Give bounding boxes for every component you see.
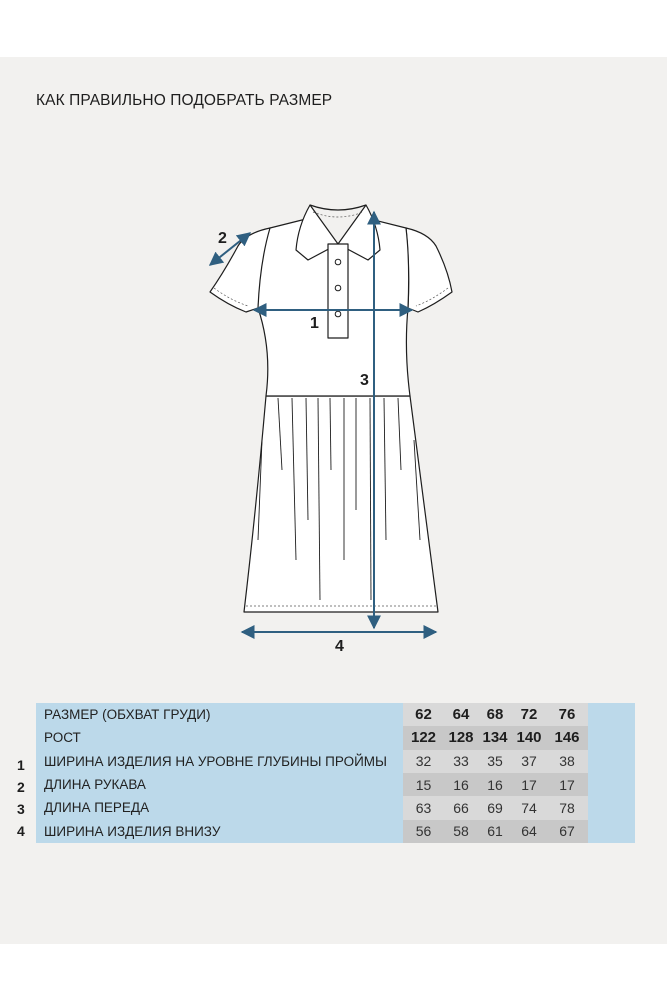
height-cell: 134 [478, 726, 512, 749]
value-cell: 64 [512, 820, 546, 843]
row-label: ДЛИНА ПЕРЕДА [44, 800, 150, 816]
row-number-1: 1 [17, 757, 25, 773]
height-label: РОСТ [44, 730, 81, 746]
table-row [36, 773, 634, 796]
table-row [36, 750, 634, 773]
table-row [36, 796, 634, 819]
value-cell: 58 [444, 820, 478, 843]
dress-right-sleeve [406, 228, 452, 312]
size-cell: 62 [402, 703, 444, 726]
height-cell: 128 [444, 726, 478, 749]
value-cell: 56 [402, 820, 444, 843]
value-cell: 15 [402, 773, 444, 796]
dress-button [335, 285, 341, 291]
value-cell: 38 [546, 750, 588, 773]
measure-label-3: 3 [360, 372, 369, 389]
height-cell: 122 [402, 726, 444, 749]
dress-button [335, 259, 341, 265]
row-label: ШИРИНА ИЗДЕЛИЯ НА УРОВНЕ ГЛУБИНЫ ПРОЙМЫ [44, 753, 387, 769]
height-cell: 140 [512, 726, 546, 749]
value-cell: 63 [402, 796, 444, 819]
row-label: ШИРИНА ИЗДЕЛИЯ ВНИЗУ [44, 823, 221, 839]
row-number-4: 4 [17, 823, 25, 839]
value-cell: 66 [444, 796, 478, 819]
value-cell: 16 [478, 773, 512, 796]
row-number-2: 2 [17, 779, 25, 795]
table-row-height [36, 726, 634, 749]
size-cell: 76 [546, 703, 588, 726]
measure-label-2: 2 [218, 230, 227, 247]
dress-neckline [310, 205, 366, 210]
value-cell: 69 [478, 796, 512, 819]
value-cell: 17 [512, 773, 546, 796]
value-cell: 61 [478, 820, 512, 843]
row-number-3: 3 [17, 801, 25, 817]
size-cell: 72 [512, 703, 546, 726]
size-cell: 68 [478, 703, 512, 726]
value-cell: 33 [444, 750, 478, 773]
dress-button [335, 311, 341, 317]
value-cell: 74 [512, 796, 546, 819]
value-cell: 16 [444, 773, 478, 796]
table-row-sizes [36, 703, 634, 726]
sizes-label: РАЗМЕР (ОБХВАТ ГРУДИ) [44, 707, 211, 723]
dress-skirt [244, 396, 438, 612]
value-cell: 32 [402, 750, 444, 773]
value-cell: 35 [478, 750, 512, 773]
measure-label-1: 1 [310, 315, 319, 332]
value-cell: 37 [512, 750, 546, 773]
row-label: ДЛИНА РУКАВА [44, 777, 146, 793]
table-row [36, 820, 634, 843]
size-cell: 64 [444, 703, 478, 726]
value-cell: 78 [546, 796, 588, 819]
value-cell: 17 [546, 773, 588, 796]
measure-label-4: 4 [335, 638, 344, 655]
value-cell: 67 [546, 820, 588, 843]
size-table [36, 703, 635, 843]
height-cell: 146 [546, 726, 588, 749]
page-title: КАК ПРАВИЛЬНО ПОДОБРАТЬ РАЗМЕР [36, 92, 333, 109]
